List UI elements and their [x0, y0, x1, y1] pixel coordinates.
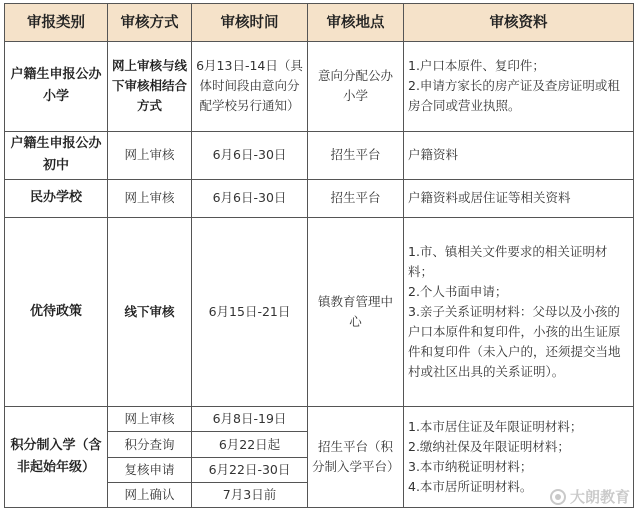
place-cell: 招生平台 — [308, 179, 404, 217]
watermark — [550, 486, 630, 507]
materials-line: 3.本市纳税证明材料； — [408, 459, 533, 475]
place-cell: 意向分配公办小学 — [308, 42, 404, 132]
category-cell: 优待政策 — [5, 218, 108, 407]
materials-line: 2.个人书面申请； — [408, 284, 508, 300]
materials-line: 户籍资料或居住证等相关资料 — [408, 190, 571, 206]
materials-cell — [404, 42, 634, 132]
materials-cell — [404, 131, 634, 179]
category-cell: 户籍生申报公办小学 — [5, 42, 108, 132]
table-row — [5, 179, 634, 217]
method-cell: 积分查询 — [108, 432, 192, 457]
category-cell: 户籍生申报公办初中 — [5, 131, 108, 179]
review-schedule-table — [4, 3, 634, 508]
time-cell: 6月13日-14日（具体时间段由意向分配学校另行通知） — [192, 42, 308, 132]
materials-line: 户籍资料 — [408, 147, 459, 163]
header-method: 审核方式 — [108, 4, 192, 42]
table-row — [5, 407, 634, 432]
method-cell: 网上审核 — [108, 179, 192, 217]
method-cell: 网上审核 — [108, 131, 192, 179]
place-cell: 招生平台 — [308, 131, 404, 179]
materials-line: 1.市、镇相关文件要求的相关证明材料； — [408, 244, 608, 280]
method-cell: 复核申请 — [108, 457, 192, 482]
table-row — [5, 218, 634, 407]
place-cell: 镇教育管理中心 — [308, 218, 404, 407]
header-materials: 审核资料 — [404, 4, 634, 42]
materials-cell — [404, 179, 634, 217]
materials-line: 1.户口本原件、复印件； — [408, 58, 545, 74]
materials-line: 4.本市居所证明材料。 — [408, 479, 533, 495]
method-cell: 线下审核 — [108, 218, 192, 407]
header-category: 审报类别 — [5, 4, 108, 42]
category-cell: 民办学校 — [5, 179, 108, 217]
materials-line: 1.本市居住证及年限证明材料； — [408, 419, 583, 435]
time-cell: 6月6日-30日 — [192, 179, 308, 217]
materials-line: 3.亲子关系证明材料：父母以及小孩的户口本原件和复印件，小孩的出生证原件和复印件（未入户的，还须提交当地村或社区出具的关系证明）。 — [408, 304, 621, 380]
time-cell: 6月22日起 — [192, 432, 308, 457]
time-cell: 6月15日-21日 — [192, 218, 308, 407]
watermark-text: 大朗教育 — [569, 488, 630, 506]
materials-line: 2.缴纳社保及年限证明材料； — [408, 439, 570, 455]
category-cell: 积分制入学（含非起始年级） — [5, 407, 108, 508]
watermark-logo-icon — [550, 489, 566, 505]
materials-line: 2.申请方家长的房产证及查房证明或租房合同或营业执照。 — [408, 78, 620, 114]
table-header-row — [5, 4, 634, 42]
time-cell: 6月8日-19日 — [192, 407, 308, 432]
time-cell: 6月22日-30日 — [192, 457, 308, 482]
method-cell: 网上确认 — [108, 482, 192, 507]
table-row — [5, 131, 634, 179]
time-cell: 7月3日前 — [192, 482, 308, 507]
place-cell: 招生平台（积分制入学平台） — [308, 407, 404, 508]
time-cell: 6月6日-30日 — [192, 131, 308, 179]
method-cell: 网上审核与线下审核相结合方式 — [108, 42, 192, 132]
header-place: 审核地点 — [308, 4, 404, 42]
materials-cell — [404, 218, 634, 407]
header-time: 审核时间 — [192, 4, 308, 42]
method-cell: 网上审核 — [108, 407, 192, 432]
table-row — [5, 42, 634, 132]
